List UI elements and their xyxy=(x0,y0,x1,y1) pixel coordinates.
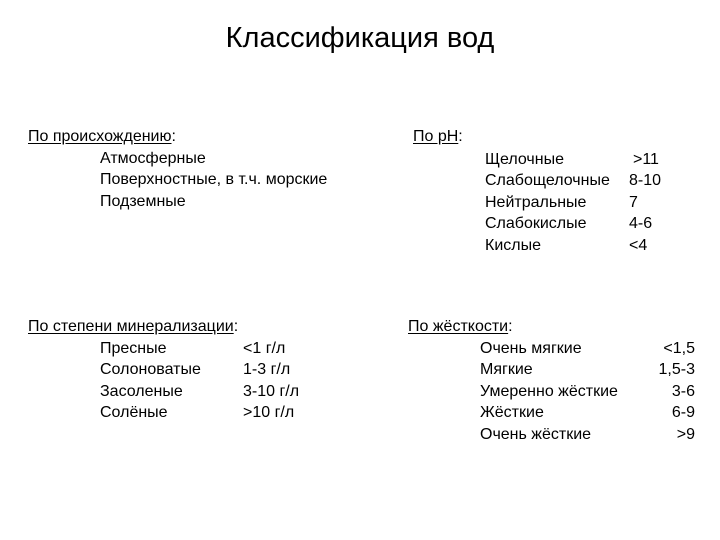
ph-item-name: Слабощелочные xyxy=(485,172,610,189)
origin-item-label: Поверхностные, в т.ч. морские xyxy=(100,171,328,188)
hardness-item xyxy=(480,359,695,381)
hardness-item-value: 3-6 xyxy=(671,382,695,400)
mineralization-item-value: >10 г/л xyxy=(243,404,295,421)
mineralization-item xyxy=(100,402,299,424)
mineralization-section xyxy=(28,316,299,424)
hardness-heading xyxy=(408,316,695,338)
origin-item xyxy=(28,148,327,170)
hardness-heading-suffix: : xyxy=(508,318,513,335)
mineralization-item-value: <1 г/л xyxy=(243,339,286,357)
ph-item-value: <4 xyxy=(629,236,648,254)
hardness-item-name: Жёсткие xyxy=(480,404,544,421)
hardness-list xyxy=(480,338,695,446)
mineralization-item-name: Солёные xyxy=(100,404,168,421)
ph-heading-text: По pH xyxy=(413,128,459,145)
origin-section xyxy=(28,126,327,212)
hardness-item xyxy=(480,402,695,424)
mineralization-heading-suffix: : xyxy=(233,318,239,335)
hardness-item-value: <1,5 xyxy=(663,339,695,357)
ph-heading xyxy=(413,126,683,148)
origin-heading-text: По происхождению xyxy=(28,128,172,145)
ph-item-value: >11 xyxy=(633,150,659,168)
ph-item xyxy=(485,192,683,214)
hardness-item-name: Очень жёсткие xyxy=(480,425,592,443)
hardness-item-name: Мягкие xyxy=(480,361,533,378)
origin-item xyxy=(28,191,327,213)
ph-heading-suffix: : xyxy=(458,128,463,145)
hardness-item xyxy=(480,338,695,360)
mineralization-item-value: 1-3 г/л xyxy=(243,361,291,378)
ph-list xyxy=(485,149,683,257)
ph-section xyxy=(413,126,683,256)
ph-item xyxy=(485,170,683,192)
ph-item-name: Кислые xyxy=(485,236,541,254)
origin-item-label: Атмосферные xyxy=(100,149,206,167)
hardness-item-value: >9 xyxy=(676,425,695,443)
mineralization-item xyxy=(100,381,299,403)
mineralization-item-name: Пресные xyxy=(100,339,167,357)
hardness-item-value: 6-9 xyxy=(671,404,695,421)
ph-item-value: 7 xyxy=(629,193,638,211)
mineralization-list xyxy=(100,338,299,424)
hardness-item-value: 1,5-3 xyxy=(658,361,695,378)
mineralization-item-value: 3-10 г/л xyxy=(243,382,300,400)
ph-item-name: Щелочные xyxy=(485,150,564,168)
ph-item-name: Нейтральные xyxy=(485,193,587,211)
hardness-item-name: Очень мягкие xyxy=(480,339,582,357)
hardness-item-name: Умеренно жёсткие xyxy=(480,382,618,400)
ph-item-value: 8-10 xyxy=(629,172,662,189)
mineralization-item xyxy=(100,359,299,381)
mineralization-item-name: Солоноватые xyxy=(100,361,201,378)
origin-heading xyxy=(28,126,327,148)
ph-item xyxy=(485,213,683,235)
hardness-heading-text: По жёсткости xyxy=(408,318,509,335)
hardness-item xyxy=(480,381,695,403)
ph-item-value: 4-6 xyxy=(629,215,653,232)
mineralization-item-name: Засоленые xyxy=(100,382,183,400)
ph-item xyxy=(485,235,683,257)
origin-heading-suffix: : xyxy=(171,128,176,145)
hardness-item xyxy=(480,424,695,446)
origin-item-label: Подземные xyxy=(100,192,186,210)
ph-item-name: Слабокислые xyxy=(485,215,587,232)
origin-item xyxy=(28,169,327,191)
ph-item xyxy=(485,149,683,171)
page-title: Классификация вод xyxy=(225,22,495,54)
mineralization-item xyxy=(100,338,299,360)
mineralization-heading xyxy=(28,316,299,338)
hardness-section xyxy=(408,316,695,445)
mineralization-heading-text: По степени минерализации xyxy=(28,318,234,335)
